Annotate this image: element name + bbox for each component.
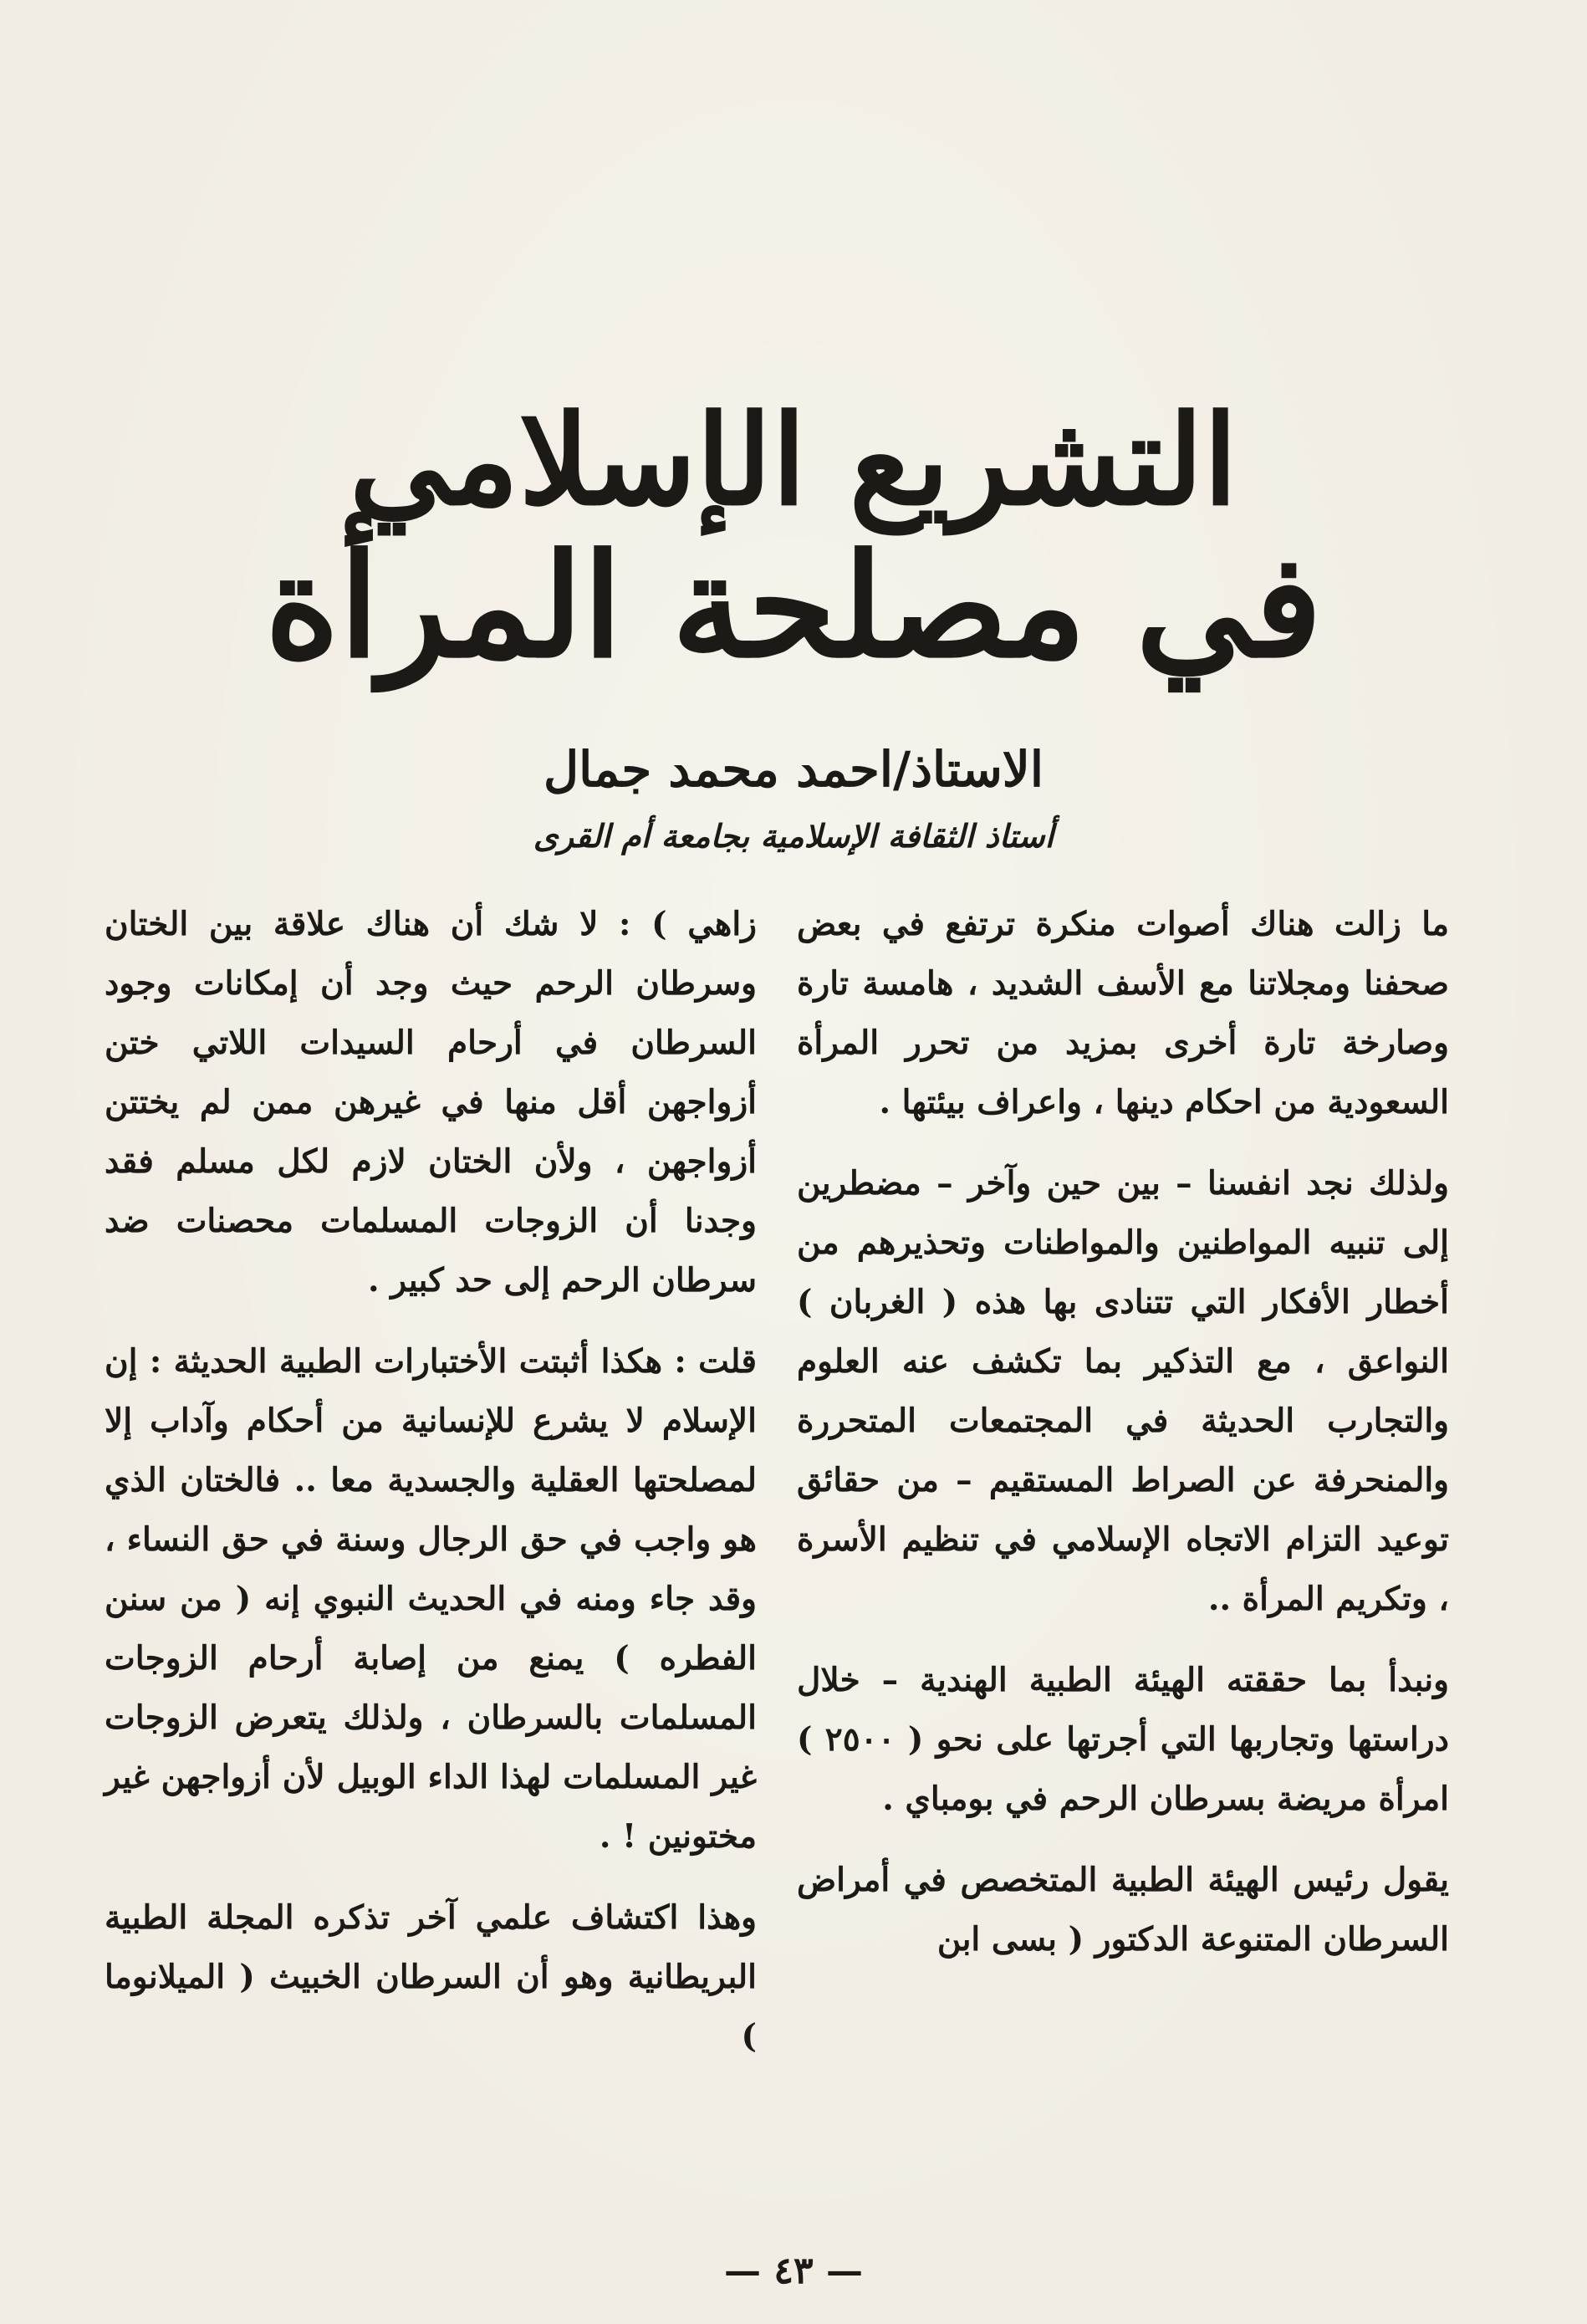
author-affiliation: أستاذ الثقافة الإسلامية بجامعة أم القرى bbox=[533, 817, 1054, 855]
paragraph: يقول رئيس الهيئة الطبية المتخصص في أمراض السرطان المتنوعة الدكتور ( بسى ابن bbox=[797, 1861, 1449, 1959]
author-name: الاستاذ/احمد محمد جمال bbox=[543, 741, 1044, 798]
paragraph: قلت : هكذا أثبتت الأختبارات الطبية الحديثة : إن الإسلام لا يشرع للإنسانية من أحكام وآداب إلا لمصلحتها العقلية والجسدية معا .. فالختان الذي هو واجب في حق الرجال وسنة في حق النساء ، وقد جاء ومنه في الحديث النبوي إنه ( من سنن الفطره ) يمنع من إصابة أرحام الزوجات المسلمات بالسرطان ، ولذلك يتعرض الزوجات غير المسلمات لهذا الداء الوبيل لأن أزواجهن غير مختونين ! . bbox=[105, 1342, 757, 1856]
paragraph: وهذا اكتشاف علمي آخر تذكره المجلة الطبية البريطانية وهو أن السرطان الخبيث ( الميلانوما ) bbox=[105, 1898, 757, 2056]
paragraph: ولذلك نجد انفسنا – بين حين وآخر – مضطرين إلى تنبيه المواطنين والمواطنات وتحذيرهم من أخطار الأفكار التي تتنادى بها هذه ( الغربان ) النواعق ، مع التذكير بما تكشف عنه العلوم والتجارب الحديثة في المجتمعات المتحررة والمنحرفة عن الصراط المستقيم – من حقائق توعيد التزام الاتجاه الإسلامي في تنظيم الأسرة ، وتكريم المرأة .. bbox=[797, 1164, 1449, 1618]
left-text-column bbox=[105, 895, 757, 2088]
paragraph: زاهي ) : لا شك أن هناك علاقة بين الختان وسرطان الرحم حيث وجد أن إمكانات وجود السرطان في أرحام السيدات اللاتي ختن أزواجهن أقل منها في غيرهن ممن لم يختتن أزواجهن ، ولأن الختان لازم لكل مسلم فقد وجدنا أن الزوجات المسلمات محصنات ضد سرطان الرحم إلى حد كبير . bbox=[105, 905, 757, 1300]
right-text-column bbox=[797, 895, 1449, 1991]
article-title-line2: في مصلحة المرأة bbox=[264, 523, 1323, 690]
paragraph: ما زالت هناك أصوات منكرة ترتفع في بعض صحفنا ومجلاتنا مع الأسف الشديد ، هامسة تارة وصارخة تارة أخرى بمزيد من تحرر المرأة السعودية من احكام دينها ، واعراف بيئتها . bbox=[797, 905, 1449, 1121]
article-header bbox=[0, 387, 1587, 690]
paragraph: ونبدأ بما حققته الهيئة الطبية الهندية – خلال دراستها وتجاربها التي أجرتها على نحو ( ٢٥٠٠ ) امرأة مريضة بسرطان الرحم في بومباي . bbox=[797, 1661, 1449, 1818]
page-number: — ٤٣ — bbox=[724, 2250, 863, 2292]
article-title-line1: التشريع الإسلامي bbox=[349, 387, 1238, 533]
